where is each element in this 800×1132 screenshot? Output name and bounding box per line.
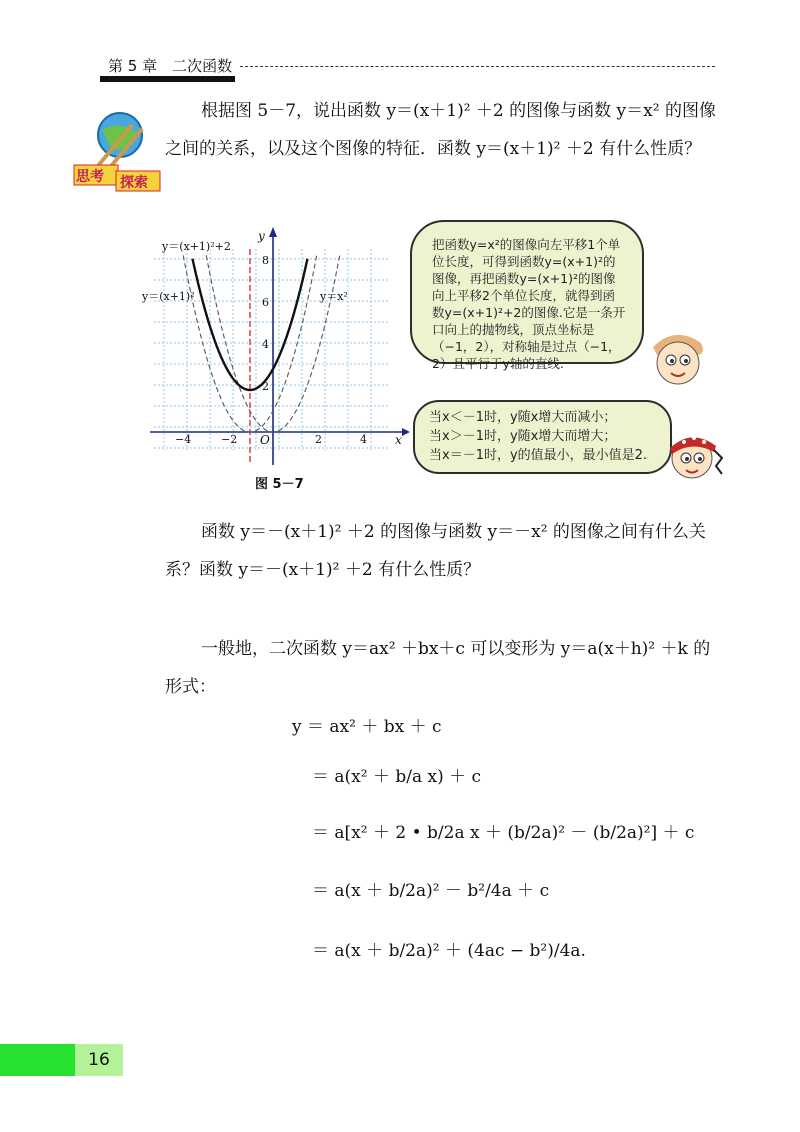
paragraph-general-form: 一般地，二次函数 y＝ax² ＋bx＋c 可以变形为 y＝a(x＋h)² ＋k 的形式： — [165, 639, 711, 697]
x-tick: −2 — [221, 433, 238, 446]
label-curve-1: y＝(x+1)²+2 — [162, 240, 231, 253]
x-tick: 4 — [360, 433, 367, 446]
figure-5-7 — [140, 225, 415, 470]
paragraph-question-1: 根据图 5－7，说出函数 y＝(x＋1)² ＋2 的图像与函数 y＝x² 的图像之间的关系，以及这个图像的特征．函数 y＝(x＋1)² ＋2 有什么性质？ — [165, 101, 716, 159]
think-label: 思考 — [76, 169, 104, 185]
property-line: 当x＝－1时，y的值最小，最小值是2. — [429, 448, 648, 463]
derivation-line-4: ＝ a(x ＋ b/2a)² － b²/4a ＋ c — [312, 881, 550, 901]
header-underline — [100, 76, 235, 82]
header-dashed-rule — [240, 66, 715, 67]
page-number-band — [0, 1044, 75, 1076]
derivation-line-3: ＝ a[x² ＋ 2 • b/2a x ＋ (b/2a)² － (b/2a)²] ＋ c — [312, 823, 695, 843]
figure-caption: 图 5－7 — [255, 477, 304, 492]
cartoon-boy-icon — [645, 325, 710, 390]
origin-label: O — [260, 433, 270, 447]
derivation-line-2: ＝ a(x² ＋ b/a x) ＋ c — [312, 767, 482, 787]
paragraph-question-2: 函数 y＝－(x＋1)² ＋2 的图像与函数 y＝－x² 的图像之间有什么关系？函数 y＝－(x＋1)² ＋2 有什么性质？ — [165, 522, 706, 580]
explanation-text: 把函数y=x²的图像向左平移1个单位长度，可得到函数y=(x+1)²的图像，再把函数y=(x+1)²的图像向上平移2个单位长度，就得到函数y=(x+1)²+2的图像.它是一条开口向上的抛物线，顶点坐标是（−1，2），对称轴是过点（−1，2）且平行于y轴的直线. — [432, 237, 626, 371]
x-axis-label: x — [395, 433, 402, 447]
y-tick: 8 — [262, 254, 269, 267]
explore-label: 探索 — [120, 175, 148, 191]
explanation-bubble — [410, 220, 644, 371]
x-tick: −4 — [175, 433, 192, 446]
label-curve-3: y＝x² — [320, 290, 348, 303]
y-tick: 6 — [262, 296, 269, 309]
label-curve-2: y＝(x+1)² — [142, 290, 195, 303]
page-number: 16 — [75, 1044, 123, 1076]
grid — [154, 249, 390, 450]
x-tick: 2 — [315, 433, 322, 446]
y-axis-label: y — [258, 229, 265, 243]
derivation-line-5: ＝ a(x ＋ b/2a)² ＋ (4ac − b²)/4a. — [312, 941, 586, 961]
y-tick: 4 — [262, 338, 269, 351]
y-tick: 2 — [262, 380, 269, 393]
property-bubble — [413, 400, 672, 474]
chapter-title: 第 5 章 二次函数 — [108, 57, 233, 75]
property-line: 当x＞－1时，y随x增大而增大； — [429, 429, 617, 444]
cartoon-pirate-icon — [664, 420, 724, 490]
derivation-line-1: y ＝ ax² ＋ bx ＋ c — [292, 717, 442, 737]
property-line: 当x＜－1时，y随x增大而减小； — [429, 410, 617, 425]
think-explore-icon — [72, 95, 162, 195]
